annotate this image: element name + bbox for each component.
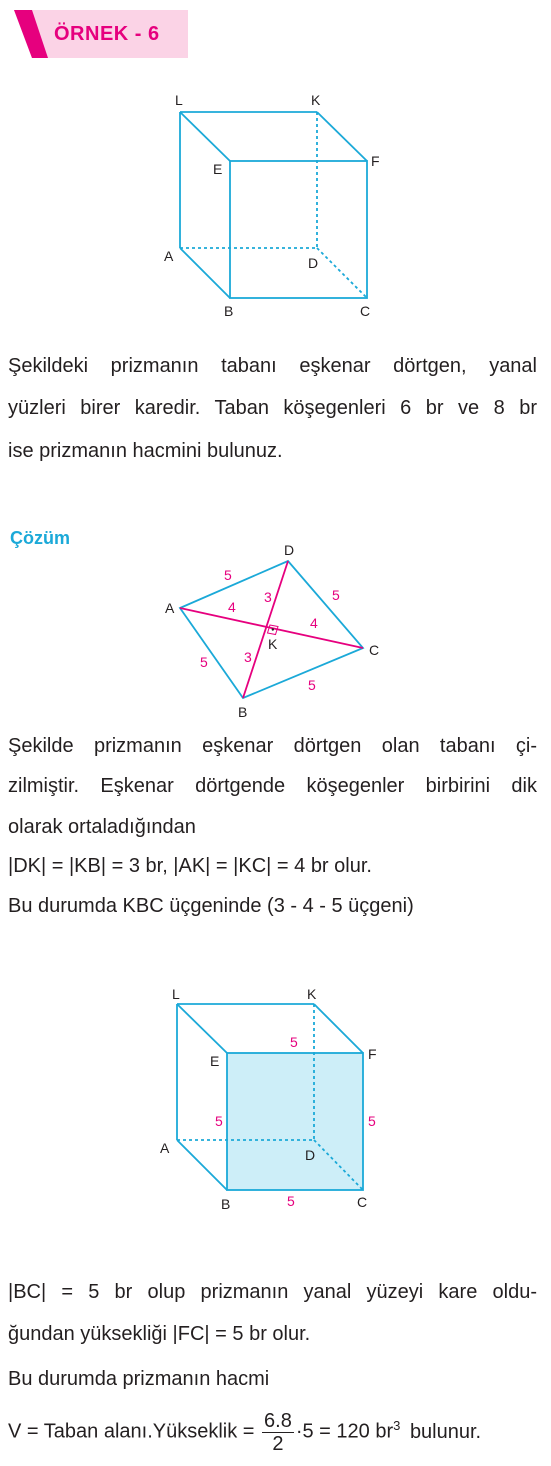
volume-intro: Bu durumda prizmanın hacmi (8, 1368, 270, 1390)
fraction-numerator: 6.8 (264, 1409, 292, 1432)
half-diagonal-AK: 4 (228, 599, 236, 615)
vertex-label-C: C (357, 1194, 368, 1210)
example-title: ÖRNEK - 6 (54, 23, 160, 45)
vertex-label-K: K (311, 92, 321, 108)
conclusion-line-2: ğundan yüksekliği |FC| = 5 br olur. (8, 1323, 311, 1345)
side-label-AB: 5 (200, 654, 208, 670)
vertex-label-D: D (284, 542, 295, 558)
base-area-fraction (262, 1410, 294, 1455)
rhombus-figure (160, 540, 400, 725)
center-label-K: K (268, 636, 278, 652)
fraction-denominator: 2 (272, 1432, 284, 1455)
side-label-DC: 5 (332, 587, 340, 603)
diagonal-equation: |DK| = |KB| = 3 br, |AK| = |KC| = 4 br olur. (8, 855, 372, 877)
vertex-label-F: F (368, 1046, 377, 1062)
vertex-label-B: B (238, 704, 248, 720)
formula-end: bulunur. (409, 1420, 482, 1443)
problem-line-1: Şekildeki prizmanın tabanı eşkenar dörtgen, yanal (8, 355, 537, 377)
vertex-label-E: E (210, 1053, 220, 1069)
vertex-label-A: A (160, 1140, 170, 1156)
explanation-line-3: olarak ortaladığından (8, 816, 196, 838)
conclusion-line-1: |BC| = 5 br olup prizmanın yanal yüzeyi kare oldu- (8, 1281, 537, 1303)
explanation-line-1: Şekilde prizmanın eşkenar dörtgen olan tabanı çi- (8, 735, 537, 757)
vertex-label-K: K (307, 986, 317, 1002)
vertex-label-D: D (308, 255, 319, 271)
vertex-label-A: A (164, 248, 174, 264)
formula-right: ·5 = 120 br (295, 1420, 394, 1443)
vertex-label-F: F (371, 153, 380, 169)
problem-line-2: yüzleri birer karedir. Taban köşegenleri 6 br ve 8 br (8, 397, 537, 419)
vertex-label-C: C (369, 642, 380, 658)
edge-label-EF: 5 (290, 1034, 298, 1050)
edge-label-BE: 5 (215, 1113, 223, 1129)
half-diagonal-KB: 3 (244, 649, 252, 665)
half-diagonal-KC: 4 (310, 615, 318, 631)
vertex-label-B: B (221, 1196, 231, 1212)
cube-exponent: 3 (393, 1418, 401, 1433)
edge-label-BC: 5 (287, 1193, 295, 1209)
side-label-BC: 5 (308, 677, 316, 693)
vertex-label-L: L (175, 92, 183, 108)
edge-label-CF: 5 (368, 1113, 376, 1129)
prism-shaded-figure (155, 983, 395, 1218)
vertex-label-C: C (360, 303, 371, 319)
vertex-label-L: L (172, 986, 180, 1002)
formula-left: V = Taban alanı.Yükseklik = (8, 1420, 255, 1443)
solution-heading: Çözüm (10, 528, 70, 548)
side-label-AD: 5 (224, 567, 232, 583)
explanation-line-2: zilmiştir. Eşkenar dörtgende köşegenler birbirini dik (8, 775, 537, 797)
prism-figure (160, 90, 400, 325)
half-diagonal-DK: 3 (264, 589, 272, 605)
vertex-label-B: B (224, 303, 234, 319)
volume-formula (8, 1401, 481, 1457)
triangle-note: Bu durumda KBC üçgeninde (3 - 4 - 5 üçgeni) (8, 895, 414, 917)
vertex-label-E: E (213, 161, 223, 177)
vertex-label-A: A (165, 600, 175, 616)
vertex-label-D: D (305, 1147, 316, 1163)
problem-line-3: ise prizmanın hacmini bulunuz. (8, 440, 283, 462)
